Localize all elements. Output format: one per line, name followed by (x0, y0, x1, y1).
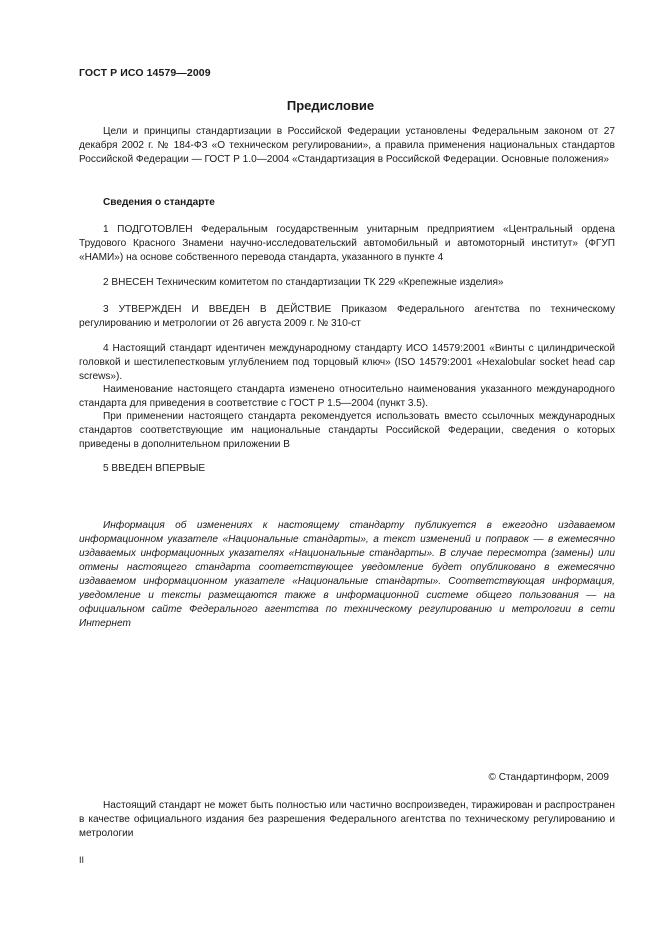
section-subheading: Сведения о стандарте (103, 197, 215, 208)
item-4-name-note: Наименование настоящего стандарта изменено относительно наименования указанного международного стандарта для приведения в соответствие с ГОСТ Р 1.5—2004 (пункт 3.5). (79, 384, 615, 409)
item-5-paragraph: 5 ВВЕДЕН ВПЕРВЫЕ (103, 463, 206, 474)
rights-paragraph: Настоящий стандарт не может быть полностью или частично воспроизведен, тиражирован и распространен в качестве официального издания без разрешения Федерального агентства по техническому регулированию и метрологии (79, 800, 615, 839)
page-title: Предисловие (286, 98, 375, 113)
intro-paragraph: Цели и принципы стандартизации в Российской Федерации установлены Федеральным законом от 27 декабря 2002 г. № 184-ФЗ «О техническом регулировании», а правила применения национальных стандартов Российской Федерации — ГОСТ Р 1.0—2004 «Стандартизация в Российской Федерации. Основные положения» (79, 126, 615, 165)
item-4-paragraph: 4 Настоящий стандарт идентичен международному стандарту ИСО 14579:2001 «Винты с цилиндрической головкой и шестилепестковым углублением под торцовый ключ» (ISO 14579:2001 «Hexalobular socket head cap screws»). (79, 343, 615, 382)
item-2-paragraph: 2 ВНЕСЕН Техническим комитетом по стандартизации ТК 229 «Крепежные изделия» (103, 277, 504, 288)
item-4-references-note: При применении настоящего стандарта рекомендуется использовать вместо ссылочных международных стандартов соответствующие им национальные стандарты Российской Федерации, сведения о которых приведены в дополнительном приложении В (79, 411, 615, 450)
item-1-paragraph: 1 ПОДГОТОВЛЕН Федеральным государственным унитарным предприятием «Центральный ордена Трудового Красного Знамени научно-исследовательский автомобильный и автомоторный институт» (ФГУП «НАМИ») на основе собственного перевода стандарта, указанного в пункте 4 (79, 224, 615, 263)
copyright-line: © Стандартинформ, 2009 (488, 772, 609, 783)
item-3-paragraph: 3 УТВЕРЖДЕН И ВВЕДЕН В ДЕЙСТВИЕ Приказом Федерального агентства по техническому регулированию и метрологии от 26 августа 2009 г. № 310-ст (79, 304, 615, 329)
change-notice-paragraph: Информация об изменениях к настоящему стандарту публикуется в ежегодно издаваемом информационном указателе «Национальные стандарты», а текст изменений и поправок — в ежемесячно издаваемых информационных указателях «Национальные стандарты». В случае пересмотра (замены) или отмены настоящего стандарта соответствующее уведомление будет опубликовано в ежемесячно издаваемом информационном указателе «Национальные стандарты». Соответствующая информация, уведомление и тексты размещаются также в информационной системе общего пользования — на официальном сайте Федерального агентства по техническому регулированию и метрологии в сети Интернет (79, 520, 615, 629)
document-header: ГОСТ Р ИСО 14579—2009 (79, 67, 211, 79)
page-number: II (79, 855, 85, 865)
